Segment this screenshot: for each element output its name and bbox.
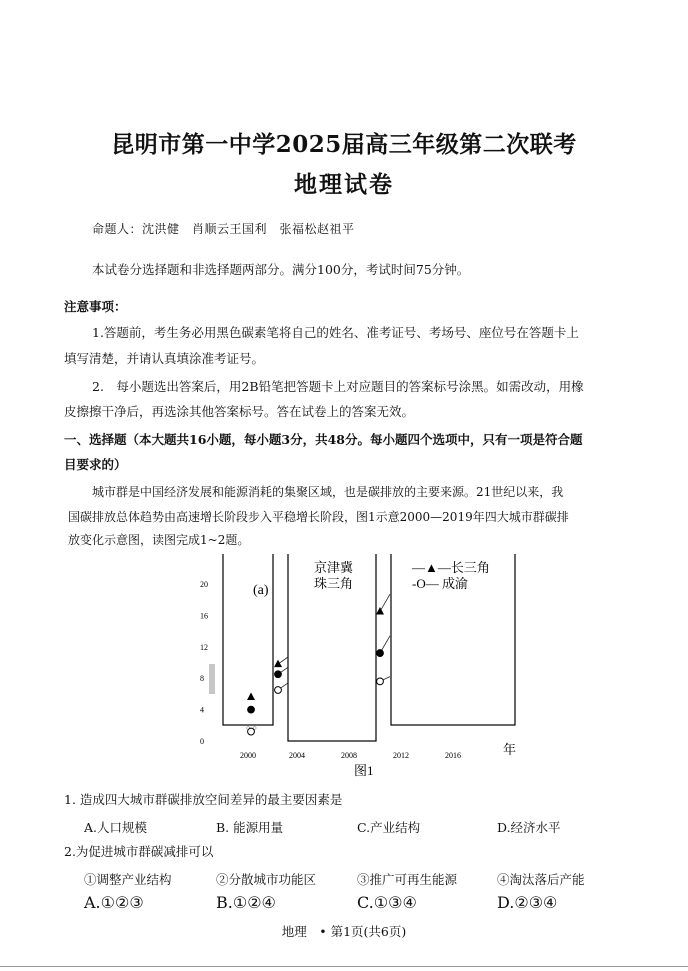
data-point-长三角 — [274, 660, 282, 668]
legend-jjj: 京津冀 — [314, 560, 354, 575]
series-group — [246, 594, 390, 735]
q1-option-b[interactable]: B. 能源用量 — [216, 820, 284, 835]
x-tick-label: 2012 — [393, 751, 409, 760]
y-tick-label: 8 — [200, 674, 204, 684]
data-point-京津冀 — [248, 706, 255, 713]
y-tick-label: 16 — [200, 611, 208, 621]
y-axis-label-smudge — [209, 664, 215, 694]
x-tick-label: 2008 — [341, 751, 357, 760]
note-1-line1: 1.答题前，考生务必用黑色碳素笔将自己的姓名、准考证号、考场号、座位号在答题卡上 — [92, 325, 579, 340]
q2-item-3: ③推广可再生能源 — [357, 872, 458, 887]
q1-option-d[interactable]: D.经济水平 — [497, 820, 561, 835]
section-heading-line1: 一、选择题（本大题共16小题，每小题3分，共48分。每小题四个选项中，只有一项是符合题 — [64, 432, 583, 447]
q2-option-a[interactable]: A.①②③ — [84, 893, 144, 912]
notes-heading: 注意事项： — [64, 299, 127, 314]
bottom-rule — [0, 966, 688, 967]
y-tick-label: 4 — [200, 705, 204, 715]
data-point-长三角 — [247, 693, 255, 701]
chart-caption: 图1 — [354, 763, 374, 778]
note-2-line1: 2. 每小题选出答案后，用2B铅笔把答题卡上对应题目的答案标号涂黑。如需改动，用橡 — [92, 379, 584, 394]
q1-option-c[interactable]: C.产业结构 — [357, 820, 421, 835]
passage-line1: 城市群是中国经济发展和能源消耗的集聚区域，也是碳排放的主要来源。21世纪以来，我 — [92, 485, 564, 499]
q1-stem: 1. 造成四大城市群碳排放空间差异的最主要因素是 — [64, 792, 343, 807]
exam-title: 昆明市第一中学2025届高三年级第二次联考 — [111, 131, 577, 158]
note-1-line2: 填写清楚，并请认真填涂准考证号。 — [64, 351, 265, 366]
note-2-line2: 皮擦擦干净后，再选涂其他答案标号。答在试卷上的答案无效。 — [64, 404, 415, 419]
x-tick-label: 2016 — [445, 751, 461, 760]
passage-line3: 放变化示意图，读图完成1~2题。 — [68, 533, 250, 547]
y-tick-label: 20 — [200, 580, 208, 589]
intro-text: 本试卷分选择题和非选择题两部分。满分100分，考试时间75分钟。 — [92, 262, 470, 277]
x-tick-label: 2000 — [240, 751, 256, 760]
series-line-长三角 — [380, 594, 390, 611]
q2-option-b[interactable]: B.①②④ — [216, 893, 276, 912]
panel-label: (a) — [253, 583, 269, 598]
data-point-成渝 — [275, 687, 282, 694]
q2-option-c[interactable]: C.①③④ — [357, 893, 417, 912]
x-tick-label: 2004 — [289, 751, 305, 760]
data-point-京津冀 — [377, 650, 384, 657]
exam-subject: 地理试卷 — [294, 171, 394, 198]
y-tick-label: 0 — [200, 737, 204, 746]
q2-item-2: ②分散城市功能区 — [216, 872, 317, 887]
legend-csj: —▲—长三角 — [412, 560, 490, 575]
data-point-长三角 — [376, 607, 384, 615]
y-tick-label: 12 — [200, 642, 208, 652]
legend-zsj: 珠三角 — [314, 576, 354, 591]
legend-cy: -O— 成渝 — [412, 576, 468, 591]
authors: 命题人：沈洪健 肖顺云王国利 张福松赵祖平 — [92, 222, 355, 236]
section-heading-line2: 目要求的） — [64, 457, 127, 472]
data-point-成渝 — [377, 678, 384, 685]
q2-stem: 2.为促进城市群碳减排可以 — [64, 844, 214, 859]
x-axis-ticks — [240, 751, 461, 760]
baseline-markers: ○-○ — [246, 724, 257, 732]
y-axis-ticks — [200, 580, 208, 746]
q2-item-4: ④淘汰落后产能 — [497, 872, 585, 887]
x-axis-label: 年 — [503, 742, 517, 757]
page-footer: 地理 • 第1页(共6页) — [281, 924, 407, 939]
q1-option-a[interactable]: A.人口规模 — [84, 820, 148, 835]
data-point-京津冀 — [275, 671, 282, 678]
carbon-emission-chart — [196, 550, 526, 780]
passage-line2: 国碳排放总体趋势由高速增长阶段步入平稳增长阶段，图1示意2000—2019年四大城市群碳排 — [68, 510, 569, 524]
q2-option-d[interactable]: D.②③④ — [497, 893, 558, 912]
q2-item-1: ①调整产业结构 — [84, 872, 172, 887]
